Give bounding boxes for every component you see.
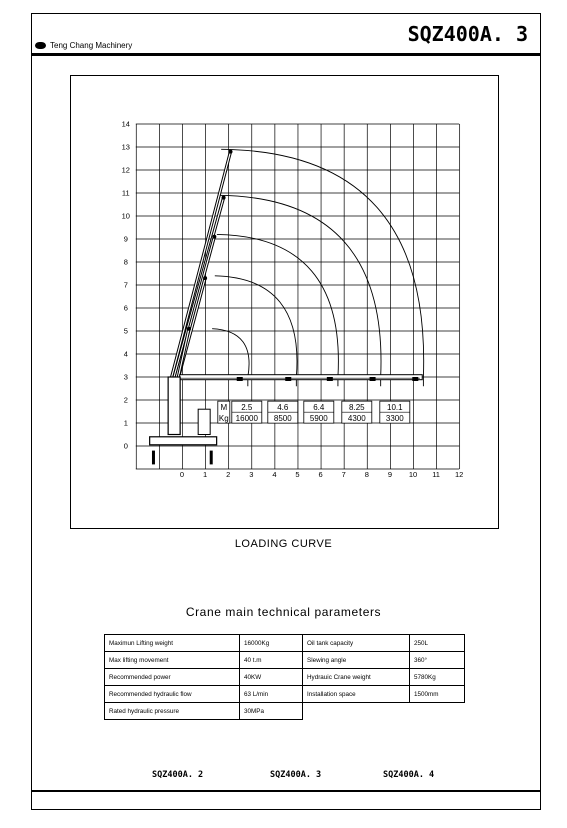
param-value: 250L <box>410 635 465 652</box>
load-table-row-label: M <box>220 403 228 413</box>
footer-model-3: SQZ400A. 4 <box>383 770 435 780</box>
load-table-load: 4300 <box>347 414 366 424</box>
param-value: 40KW <box>240 669 303 686</box>
load-table-load: 8500 <box>273 414 292 424</box>
load-table-load: 16000 <box>235 414 258 424</box>
y-tick-label: 11 <box>121 188 130 198</box>
x-tick-label: 5 <box>295 470 300 480</box>
load-table-radius: 2.5 <box>241 403 253 413</box>
param-value <box>410 703 465 720</box>
param-value: 30MPa <box>240 703 303 720</box>
x-tick-label: 8 <box>364 470 369 480</box>
y-tick-label: 2 <box>123 395 128 405</box>
params-row <box>105 635 465 652</box>
param-value: 360° <box>410 652 465 669</box>
param-value: 40 t.m <box>240 652 303 669</box>
params-table <box>104 634 465 720</box>
brand-name: Teng Chang Machinery <box>50 41 133 50</box>
load-table-load: 5900 <box>309 414 328 424</box>
boom-tip <box>187 327 191 331</box>
param-label: Max lifting movement <box>105 652 240 669</box>
param-label: Oil tank capacity <box>303 635 410 652</box>
boom-hook <box>237 377 243 381</box>
outrigger-left <box>152 451 155 465</box>
param-label: Maximun Lifting weight <box>105 635 240 652</box>
load-table-radius: 10.1 <box>387 403 403 413</box>
param-value: 63 L/min <box>240 686 303 703</box>
x-tick-label: 4 <box>272 470 277 480</box>
x-tick-label: 12 <box>455 470 464 480</box>
x-tick-label: 2 <box>226 470 231 480</box>
boom-segment-inner <box>170 152 230 382</box>
crane-column <box>168 377 180 435</box>
footer-rule <box>31 790 541 792</box>
x-tick-label: 3 <box>249 470 254 480</box>
param-value: 1500mm <box>410 686 465 703</box>
y-tick-label: 14 <box>121 119 130 129</box>
load-table-radius: 6.4 <box>313 403 325 413</box>
control-box <box>198 409 210 434</box>
x-tick-label: 7 <box>341 470 346 480</box>
param-label: Rated hydraulic pressure <box>105 703 240 720</box>
load-table-radius: 8.25 <box>349 403 365 413</box>
x-tick-label: 1 <box>203 470 208 480</box>
boom-hook <box>412 377 418 381</box>
x-tick-label: 9 <box>387 470 392 480</box>
params-row <box>105 703 465 720</box>
load-table-load: 3300 <box>385 414 404 424</box>
boom-tip <box>229 150 233 154</box>
crane-base <box>150 437 217 445</box>
param-label: Installation space <box>303 686 410 703</box>
x-tick-label: 6 <box>318 470 323 480</box>
y-tick-label: 10 <box>121 211 130 221</box>
horizontal-boom <box>180 375 423 380</box>
footer-model-2: SQZ400A. 3 <box>270 770 322 780</box>
load-table-row-label: Kg <box>218 414 229 424</box>
param-label <box>303 703 410 720</box>
y-tick-label: 5 <box>123 326 128 336</box>
params-row <box>105 669 465 686</box>
footer-model-1: SQZ400A. 2 <box>152 770 204 780</box>
y-tick-label: 3 <box>123 372 128 382</box>
params-title: Crane main technical parameters <box>185 605 382 619</box>
outrigger-right <box>210 451 213 465</box>
param-value: 5780Kg <box>410 669 465 686</box>
y-tick-label: 0 <box>123 441 128 451</box>
y-tick-label: 1 <box>123 418 128 428</box>
x-tick-label: 11 <box>432 470 440 480</box>
params-row <box>105 686 465 703</box>
boom-tip <box>203 276 207 280</box>
param-label: Hydrauic Crane weight <box>303 669 410 686</box>
y-tick-label: 6 <box>123 303 128 313</box>
boom-hook <box>327 377 333 381</box>
y-tick-label: 7 <box>123 280 128 290</box>
y-tick-label: 12 <box>121 165 130 175</box>
y-tick-label: 9 <box>123 234 128 244</box>
param-label: Slewing angle <box>303 652 410 669</box>
boom-tip <box>212 235 216 239</box>
x-tick-label: 0 <box>179 470 185 480</box>
boom-hook <box>285 377 291 381</box>
param-value: 16000Kg <box>240 635 303 652</box>
load-table-radius: 4.6 <box>277 403 289 413</box>
param-label: Recommended power <box>105 669 240 686</box>
y-tick-label: 8 <box>123 257 128 267</box>
load-curve <box>217 234 339 386</box>
x-tick-label: 10 <box>408 470 418 480</box>
y-tick-label: 4 <box>123 349 128 359</box>
params-row <box>105 652 465 669</box>
chart-caption: LOADING CURVE <box>234 538 333 550</box>
load-curve <box>219 195 381 386</box>
boom-tip <box>222 196 226 200</box>
y-tick-label: 13 <box>121 142 130 152</box>
param-label: Recommended hydraulic flow <box>105 686 240 703</box>
model-title: SQZ400A. 3 <box>407 22 528 46</box>
boom-hook <box>370 377 376 381</box>
